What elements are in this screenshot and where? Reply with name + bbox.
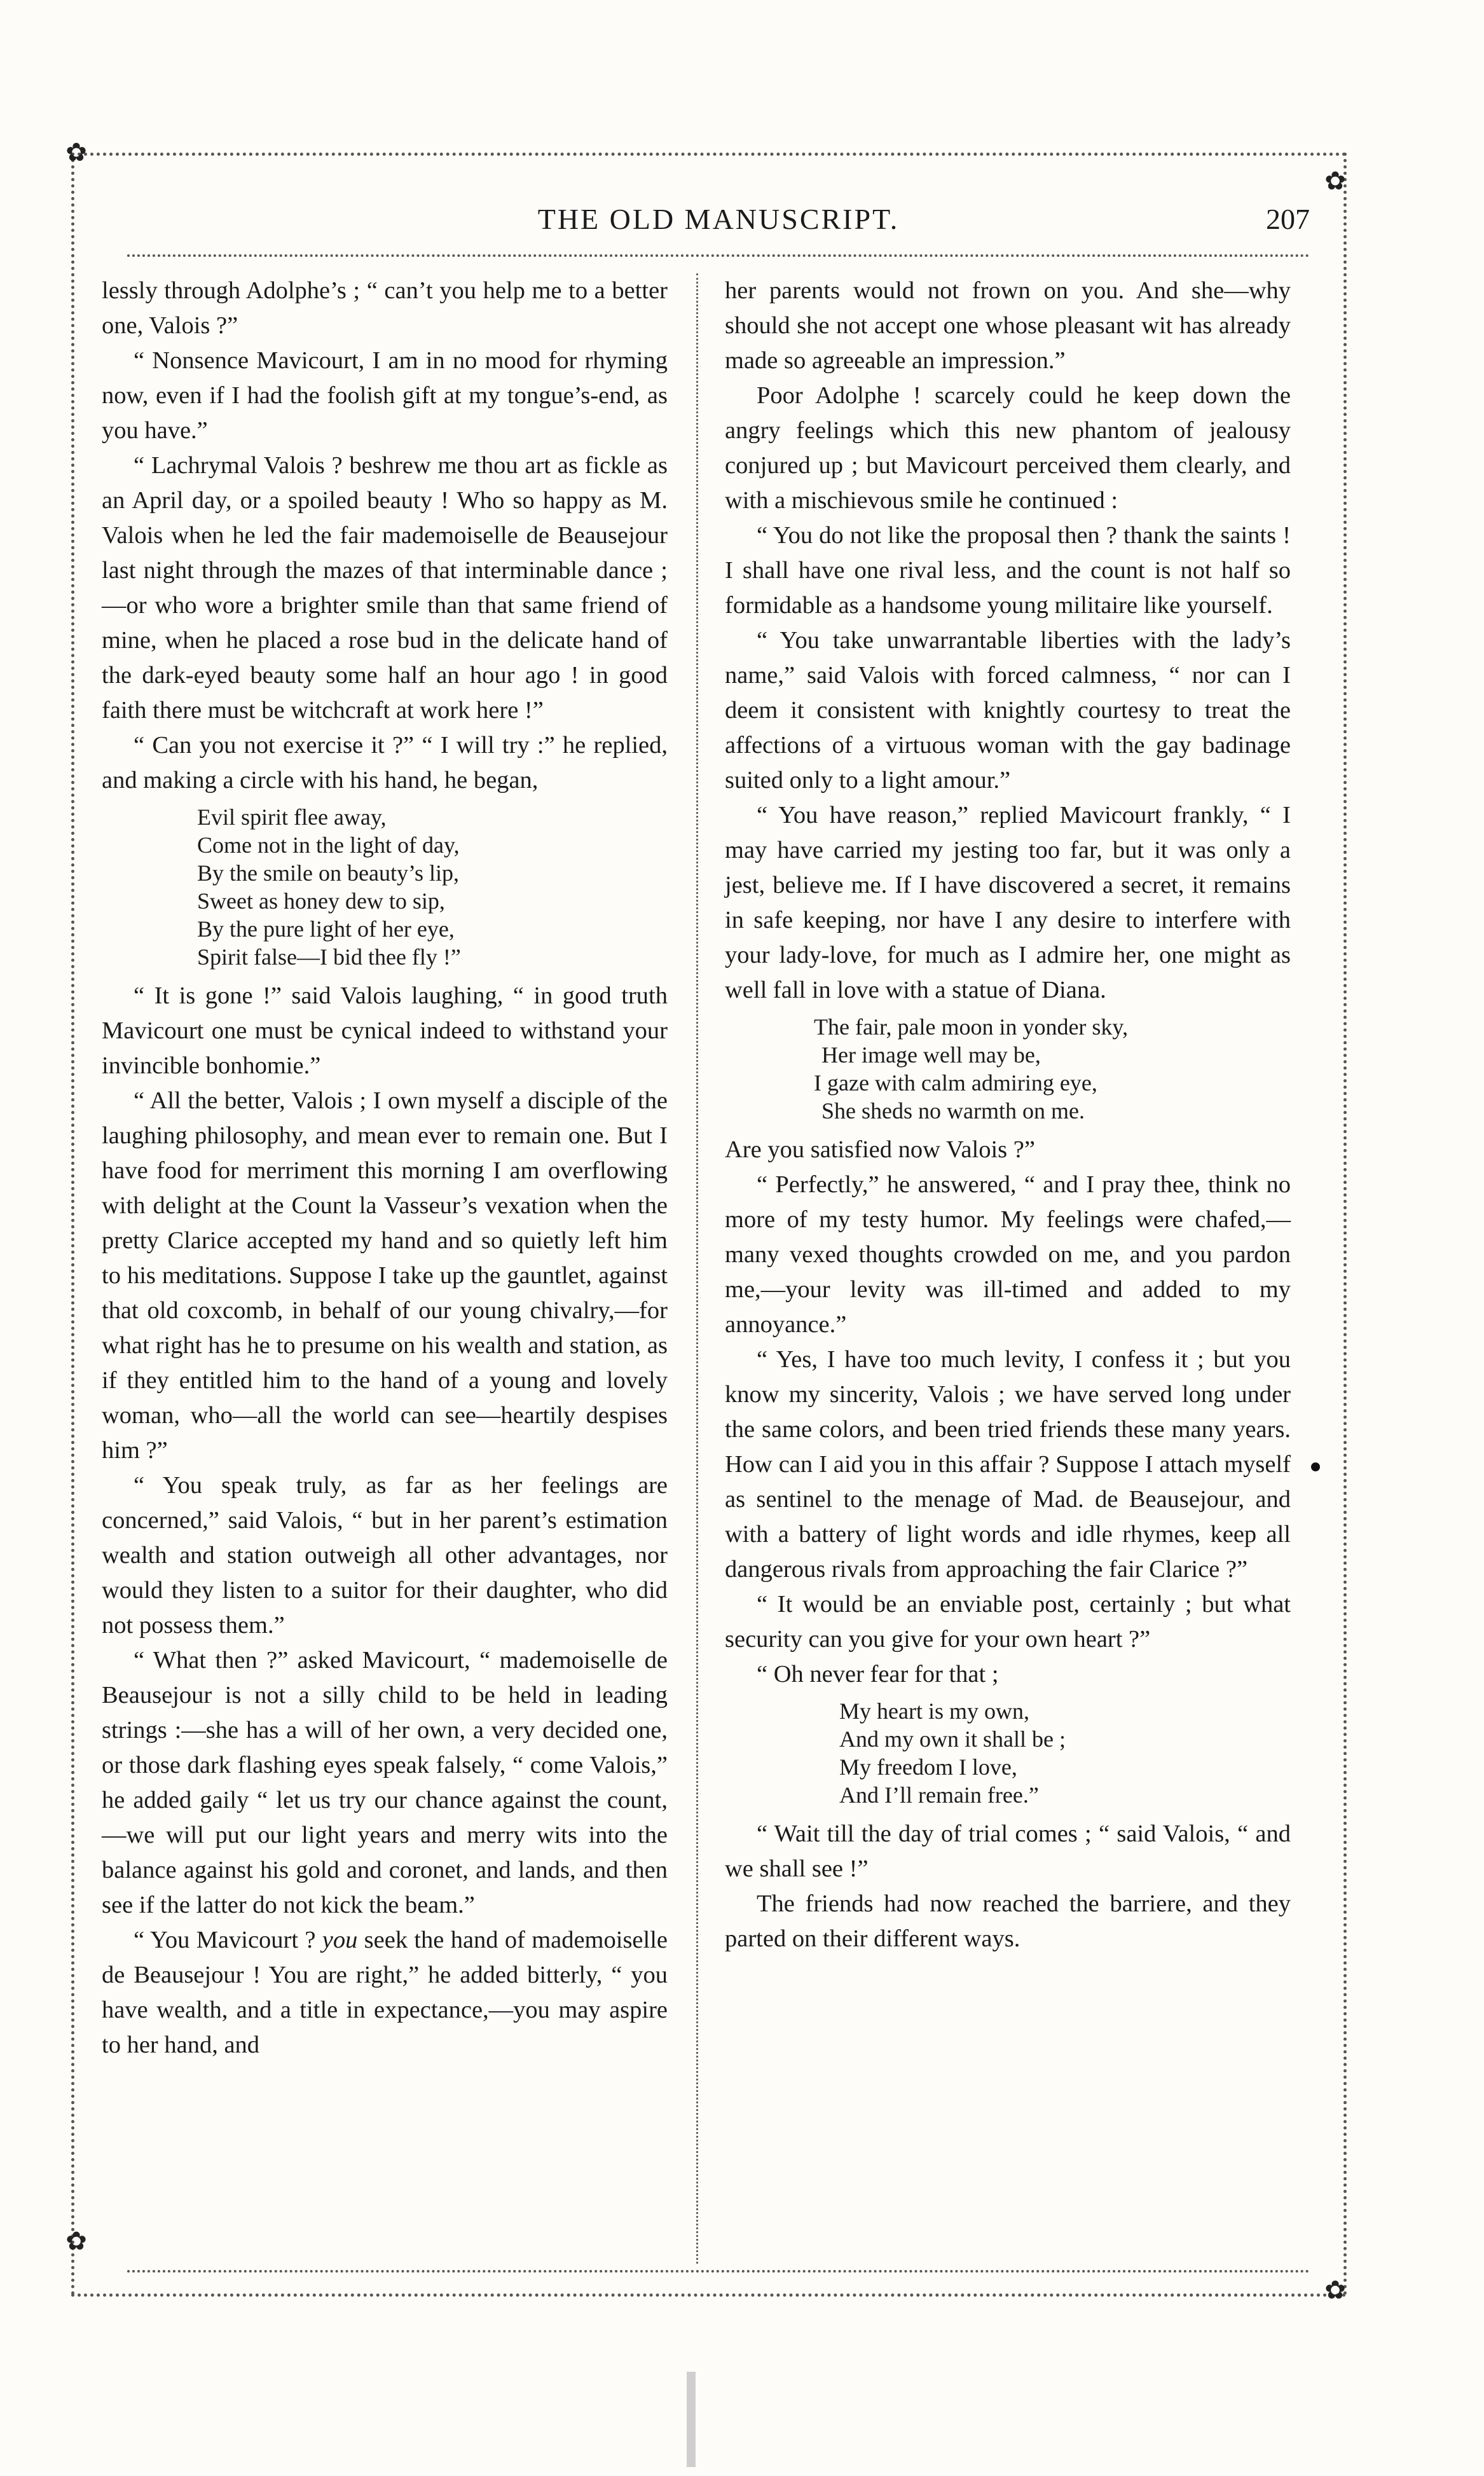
running-title: THE OLD MANUSCRIPT. [537, 203, 900, 235]
emphasis: you [322, 1927, 358, 1953]
verse-line: My heart is my own, [839, 1698, 1029, 1724]
footer-rule [127, 2270, 1310, 2273]
right-column [725, 273, 1291, 1957]
text-run: seek the hand of mademoiselle de Beausejour ! You are right,” he added bitterly, “ you have wealth, and a title in expectance,—you may aspire to her hand, and [102, 1927, 668, 2058]
paragraph: “ Perfectly,” he answered, “ and I pray thee, think no more of my testy humor. My feelings were chafed,—many vexed thoughts crowded on me, and you pardon me,—your levity was ill-timed and added to my annoyance.” [725, 1171, 1291, 1338]
verse-line: My freedom I love, [839, 1754, 1017, 1780]
column-divider [696, 273, 698, 2264]
verse-line: By the smile on beauty’s lip, [197, 860, 459, 886]
flower-ornament-icon: ✿ [1324, 2276, 1346, 2304]
verse-line: The fair, pale moon in yonder sky, [814, 1014, 1129, 1040]
page-number: 207 [1266, 203, 1310, 235]
verse-line: Sweet as honey dew to sip, [197, 888, 445, 914]
paragraph: “ Can you not exercise it ?” “ I will try :” he replied, and making a circle with his hand, he began, [102, 732, 668, 794]
left-column [102, 273, 668, 2063]
verse-line: Her image well may be, [821, 1042, 1041, 1068]
paragraph: The friends had now reached the barriere, and they parted on their different ways. [725, 1890, 1291, 1952]
verse-block [839, 1697, 1291, 1809]
header-rule [127, 254, 1310, 257]
paragraph: “ It is gone !” said Valois laughing, “ in good truth Mavicourt one must be cynical indeed to withstand your invincible bonhomie.” [102, 982, 668, 1079]
paragraph: her parents would not frown on you. And she—why should she not accept one whose pleasant wit has already made so agreeable an impression.” [725, 277, 1291, 374]
paragraph: “ What then ?” asked Mavicourt, “ mademoiselle de Beausejour is not a silly child to be held in leading strings :—she has a will of her own, a very decided one, or those dark flashing eyes speak falsely, “ come Valois,” he added gaily “ let us try our chance against the count,—we will put our light years and merry wits into the balance against his gold and coronet, and lands, and then see if the latter do not kick the beam.” [102, 1647, 668, 1918]
paragraph: “ Oh never fear for that ; [757, 1661, 999, 1688]
paragraph: “ You take unwarrantable liberties with the lady’s name,” said Valois with forced calmness, “ nor can I deem it consistent with knightly courtesy to treat the affections of a virtuous woman with the gay badinage suited only to a light amour.” [725, 627, 1291, 794]
verse-line: And my own it shall be ; [839, 1726, 1066, 1752]
ink-speck [1311, 1462, 1320, 1471]
paragraph: “ You speak truly, as far as her feelings are concerned,” said Valois, “ but in her parent’s estimation wealth and station outweigh all other advantages, nor would they listen to a suitor for their daughter, who did not possess them.” [102, 1472, 668, 1639]
verse-line: By the pure light of her eye, [197, 916, 455, 942]
paragraph: Poor Adolphe ! scarcely could he keep down the angry feelings which this new phantom of jealousy conjured up ; but Mavicourt perceived them clearly, and with a mischievous smile he continued : [725, 382, 1291, 514]
paragraph: “ Wait till the day of trial comes ; “ said Valois, “ and we shall see !” [725, 1820, 1291, 1882]
paragraph: “ You do not like the proposal then ? thank the saints ! I shall have one rival less, and the count is not half so formidable as a handsome young militaire like yourself. [725, 522, 1291, 619]
paragraph: “ It would be an enviable post, certainly ; but what security can you give for your own heart ?” [725, 1591, 1291, 1653]
flower-ornament-icon: ✿ [65, 2227, 87, 2255]
paragraph: “ All the better, Valois ; I own myself a disciple of the laughing philosophy, and mean ever to remain one. But I have food for merriment this morning I am overflowing with delight at the Count la Vasseur’s vexation when the pretty Clarice accepted my hand and so quietly left him to his meditations. Suppose I take up the gauntlet, against that old coxcomb, in behalf of our young chivalry,—for what right has he to presume on his wealth and station, as if they entitled him to the hand of a young and lovely woman, who—all the world can see—heartily despises him ?” [102, 1087, 668, 1464]
verse-line: Spirit false—I bid thee fly !” [197, 944, 461, 970]
verse-line: Come not in the light of day, [197, 832, 460, 858]
flower-ornament-icon: ✿ [1324, 167, 1346, 195]
verse-block [197, 803, 668, 971]
paragraph: “ You have reason,” replied Mavicourt frankly, “ I may have carried my jesting too far, but it was only a jest, believe me. If I have discovered a secret, it remains in safe keeping, nor have I any desire to interfere with your lady-love, for much as I admire her, one might as well fall in love with a statue of Diana. [725, 802, 1291, 1003]
verse-line: I gaze with calm admiring eye, [814, 1070, 1097, 1096]
verse-line: And I’ll remain free.” [839, 1782, 1039, 1808]
paragraph: Are you satisfied now Valois ?” [725, 1136, 1035, 1163]
verse-line: She sheds no warmth on me. [821, 1098, 1085, 1124]
verse-line: Evil spirit flee away, [197, 804, 387, 830]
page-header [127, 202, 1310, 253]
paragraph: “ Yes, I have too much levity, I confess it ; but you know my sincerity, Valois ; we have served long under the same colors, and been tried friends these many years. How can I aid you in this affair ? Suppose I attach myself as sentinel to the menage of Mad. de Beausejour, and with a battery of light words and idle rhymes, keep all dangerous rivals from approaching the fair Clarice ?” [725, 1346, 1291, 1583]
paragraph [102, 1923, 668, 2063]
paragraph: “ Lachrymal Valois ? beshrew me thou art as fickle as an April day, or a spoiled beauty ! Who so happy as M. Valois when he led the fair mademoiselle de Beausejour last night through the mazes of that interminable dance ;—or who wore a brighter smile than that same friend of mine, when he placed a rose bud in the delicate hand of the dark-eyed beauty some half an hour ago ! in good faith there must be witchcraft at work here !” [102, 452, 668, 724]
binding-tab [687, 2372, 696, 2467]
paragraph: lessly through Adolphe’s ; “ can’t you help me to a better one, Valois ?” [102, 277, 668, 339]
flower-ornament-icon: ✿ [65, 138, 87, 167]
verse-block [814, 1013, 1291, 1125]
paragraph: “ Nonsence Mavicourt, I am in no mood for rhyming now, even if I had the foolish gift at my tongue’s-end, as you have.” [102, 347, 668, 444]
text-run: “ You Mavicourt ? [134, 1927, 322, 1953]
